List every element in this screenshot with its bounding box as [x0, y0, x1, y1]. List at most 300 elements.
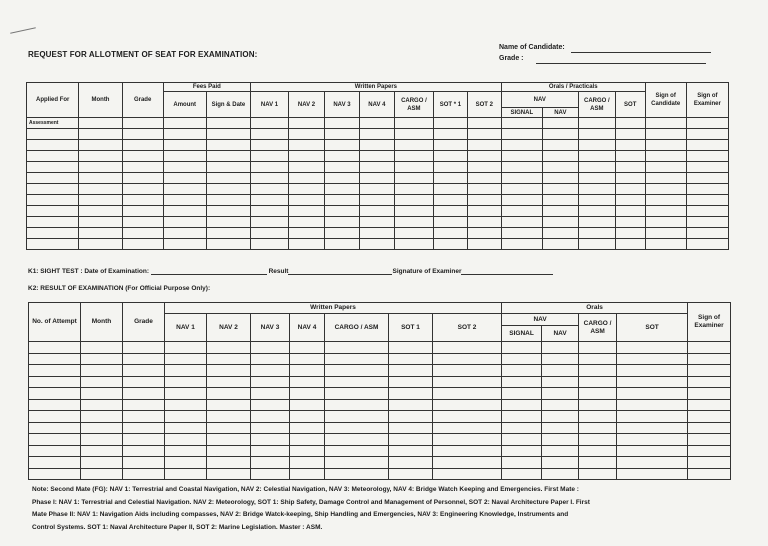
table-cell[interactable]: [615, 151, 645, 162]
table-cell[interactable]: [542, 162, 578, 173]
table-cell[interactable]: [27, 173, 79, 184]
table-cell[interactable]: [325, 468, 389, 480]
table-cell[interactable]: [206, 129, 250, 140]
table-cell[interactable]: [122, 162, 163, 173]
table-cell[interactable]: [251, 162, 289, 173]
table-cell[interactable]: [251, 411, 290, 423]
table-cell[interactable]: [289, 184, 325, 195]
table-cell[interactable]: [27, 239, 79, 250]
table-cell[interactable]: [542, 217, 578, 228]
table-cell[interactable]: [165, 468, 207, 480]
table-cell[interactable]: [615, 206, 645, 217]
table-cell[interactable]: [433, 399, 502, 411]
table-cell[interactable]: [542, 184, 578, 195]
table-cell[interactable]: [542, 434, 579, 446]
table-cell[interactable]: [467, 228, 501, 239]
table-cell[interactable]: [579, 342, 617, 354]
table-cell[interactable]: [79, 184, 122, 195]
table-cell[interactable]: [433, 376, 502, 388]
table-cell[interactable]: [433, 206, 467, 217]
table-cell[interactable]: [389, 388, 433, 400]
table-cell[interactable]: [542, 342, 579, 354]
table-cell[interactable]: [289, 129, 325, 140]
table-cell[interactable]: [467, 206, 501, 217]
table-cell[interactable]: [29, 468, 81, 480]
table-cell[interactable]: [325, 445, 389, 457]
table-cell[interactable]: [615, 173, 645, 184]
table-cell[interactable]: [688, 457, 731, 469]
table-cell[interactable]: [122, 173, 163, 184]
table-cell[interactable]: [165, 388, 207, 400]
table-cell[interactable]: [433, 184, 467, 195]
table-cell[interactable]: [615, 118, 645, 129]
table-cell[interactable]: [467, 151, 501, 162]
table-cell[interactable]: [251, 173, 289, 184]
table-cell[interactable]: [502, 376, 542, 388]
table-cell[interactable]: [81, 434, 123, 446]
table-cell[interactable]: [251, 140, 289, 151]
table-cell[interactable]: [251, 445, 290, 457]
table-cell[interactable]: [501, 162, 542, 173]
table-cell[interactable]: [207, 411, 251, 423]
table-cell[interactable]: [251, 151, 289, 162]
table-cell[interactable]: [359, 151, 394, 162]
table-cell[interactable]: [325, 217, 360, 228]
table-cell[interactable]: [29, 457, 81, 469]
table-cell[interactable]: [29, 399, 81, 411]
table-cell[interactable]: [433, 445, 502, 457]
table-cell[interactable]: [289, 173, 325, 184]
table-cell[interactable]: [501, 173, 542, 184]
table-cell[interactable]: [29, 342, 81, 354]
table-cell[interactable]: [325, 399, 389, 411]
table-cell[interactable]: [79, 195, 122, 206]
table-cell[interactable]: [123, 342, 165, 354]
table-cell[interactable]: [502, 457, 542, 469]
table-cell[interactable]: [29, 434, 81, 446]
table-cell[interactable]: [325, 353, 389, 365]
table-cell[interactable]: [207, 353, 251, 365]
table-cell[interactable]: [251, 195, 289, 206]
table-cell[interactable]: [542, 388, 579, 400]
table-cell[interactable]: [325, 184, 360, 195]
table-cell[interactable]: [251, 239, 289, 250]
table-cell[interactable]: [578, 228, 615, 239]
table-cell[interactable]: [389, 342, 433, 354]
table-cell[interactable]: [502, 422, 542, 434]
table-cell[interactable]: [433, 365, 502, 377]
table-cell[interactable]: [81, 399, 123, 411]
table-cell[interactable]: [389, 376, 433, 388]
table-cell[interactable]: [207, 388, 251, 400]
table-cell[interactable]: [207, 422, 251, 434]
table-cell[interactable]: [290, 353, 325, 365]
table-cell[interactable]: [29, 353, 81, 365]
table-cell[interactable]: [206, 217, 250, 228]
table-cell[interactable]: [207, 376, 251, 388]
table-cell[interactable]: [433, 353, 502, 365]
table-cell[interactable]: [542, 206, 578, 217]
table-cell[interactable]: [542, 140, 578, 151]
table-cell[interactable]: [467, 129, 501, 140]
table-cell[interactable]: [165, 434, 207, 446]
table-cell[interactable]: [290, 376, 325, 388]
table-cell[interactable]: [688, 388, 731, 400]
table-cell[interactable]: [686, 239, 728, 250]
table-cell[interactable]: [389, 399, 433, 411]
table-cell[interactable]: [433, 217, 467, 228]
table-cell[interactable]: [79, 140, 122, 151]
table-cell[interactable]: [686, 118, 728, 129]
table-cell[interactable]: [433, 140, 467, 151]
table-cell[interactable]: [29, 422, 81, 434]
table-cell[interactable]: [206, 151, 250, 162]
table-cell[interactable]: [502, 388, 542, 400]
table-cell[interactable]: [389, 445, 433, 457]
table-cell[interactable]: [289, 140, 325, 151]
table-cell[interactable]: [122, 151, 163, 162]
table-cell[interactable]: [686, 129, 728, 140]
table-cell[interactable]: [79, 206, 122, 217]
table-cell[interactable]: [645, 173, 686, 184]
table-cell[interactable]: [615, 184, 645, 195]
table-cell[interactable]: [206, 140, 250, 151]
table-cell[interactable]: [617, 342, 688, 354]
table-cell[interactable]: [579, 353, 617, 365]
table-cell[interactable]: [394, 151, 433, 162]
table-cell[interactable]: [645, 206, 686, 217]
table-cell[interactable]: [27, 162, 79, 173]
table-cell[interactable]: [688, 342, 731, 354]
table-cell[interactable]: [501, 118, 542, 129]
table-cell[interactable]: [251, 217, 289, 228]
table-cell[interactable]: [165, 422, 207, 434]
table-cell[interactable]: [688, 353, 731, 365]
table-cell[interactable]: [290, 388, 325, 400]
table-cell[interactable]: [251, 457, 290, 469]
table-cell[interactable]: [123, 388, 165, 400]
table-cell[interactable]: [251, 184, 289, 195]
table-cell[interactable]: [359, 195, 394, 206]
table-cell[interactable]: [123, 365, 165, 377]
table-cell[interactable]: [579, 468, 617, 480]
table-cell[interactable]: [290, 468, 325, 480]
table-cell[interactable]: [615, 129, 645, 140]
table-cell[interactable]: [251, 468, 290, 480]
table-cell[interactable]: [615, 140, 645, 151]
table-cell[interactable]: [688, 376, 731, 388]
table-cell[interactable]: [645, 228, 686, 239]
table-cell[interactable]: [79, 129, 122, 140]
table-cell[interactable]: [163, 118, 206, 129]
table-cell[interactable]: [686, 151, 728, 162]
table-cell[interactable]: [165, 457, 207, 469]
table-cell[interactable]: [325, 151, 360, 162]
table-cell[interactable]: [542, 195, 578, 206]
table-cell[interactable]: [325, 388, 389, 400]
table-cell[interactable]: [81, 445, 123, 457]
table-cell[interactable]: [165, 365, 207, 377]
table-cell[interactable]: [81, 388, 123, 400]
table-cell[interactable]: [207, 457, 251, 469]
table-cell[interactable]: [578, 140, 615, 151]
table-cell[interactable]: [79, 239, 122, 250]
table-cell[interactable]: [645, 195, 686, 206]
table-cell[interactable]: [579, 422, 617, 434]
table-cell[interactable]: [289, 118, 325, 129]
table-cell[interactable]: [686, 184, 728, 195]
table-cell[interactable]: [359, 239, 394, 250]
table-cell[interactable]: [645, 118, 686, 129]
table-cell[interactable]: [122, 206, 163, 217]
table-cell[interactable]: [325, 228, 360, 239]
sight-test-date-field[interactable]: [151, 268, 267, 275]
table-cell[interactable]: [433, 151, 467, 162]
table-cell[interactable]: [29, 411, 81, 423]
table-cell[interactable]: [645, 239, 686, 250]
table-cell[interactable]: [617, 457, 688, 469]
table-cell[interactable]: [501, 140, 542, 151]
table-cell[interactable]: [325, 173, 360, 184]
table-cell[interactable]: [467, 140, 501, 151]
table-cell[interactable]: [251, 434, 290, 446]
table-cell[interactable]: [122, 184, 163, 195]
table-cell[interactable]: [206, 162, 250, 173]
table-cell[interactable]: [389, 457, 433, 469]
table-cell[interactable]: [542, 411, 579, 423]
table-cell[interactable]: [645, 162, 686, 173]
table-cell[interactable]: [389, 468, 433, 480]
table-cell[interactable]: [394, 140, 433, 151]
table-cell[interactable]: [467, 173, 501, 184]
table-cell[interactable]: [359, 206, 394, 217]
table-cell[interactable]: [686, 217, 728, 228]
table-cell[interactable]: [394, 239, 433, 250]
table-cell[interactable]: [163, 184, 206, 195]
table-cell[interactable]: [359, 140, 394, 151]
table-cell[interactable]: [163, 239, 206, 250]
table-cell[interactable]: [325, 162, 360, 173]
table-cell[interactable]: [578, 184, 615, 195]
table-cell[interactable]: [394, 228, 433, 239]
table-cell[interactable]: [389, 411, 433, 423]
table-cell[interactable]: [325, 195, 360, 206]
table-cell[interactable]: [81, 342, 123, 354]
table-cell[interactable]: [206, 239, 250, 250]
table-cell[interactable]: [123, 376, 165, 388]
table-cell[interactable]: [686, 206, 728, 217]
table-cell[interactable]: [123, 399, 165, 411]
table-cell[interactable]: [207, 399, 251, 411]
table-cell[interactable]: [394, 129, 433, 140]
table-cell[interactable]: [29, 365, 81, 377]
table-cell[interactable]: [251, 228, 289, 239]
table-cell[interactable]: [122, 118, 163, 129]
table-cell[interactable]: [207, 468, 251, 480]
table-cell[interactable]: [123, 411, 165, 423]
table-cell[interactable]: [290, 434, 325, 446]
table-cell[interactable]: [501, 184, 542, 195]
table-cell[interactable]: [615, 195, 645, 206]
table-cell[interactable]: [501, 129, 542, 140]
table-cell[interactable]: [289, 217, 325, 228]
table-cell[interactable]: [502, 365, 542, 377]
table-cell[interactable]: [289, 162, 325, 173]
table-cell[interactable]: [467, 239, 501, 250]
table-cell[interactable]: [645, 217, 686, 228]
table-cell[interactable]: [389, 353, 433, 365]
table-cell[interactable]: [207, 445, 251, 457]
table-cell[interactable]: [542, 376, 579, 388]
table-cell[interactable]: [325, 376, 389, 388]
table-cell[interactable]: [617, 468, 688, 480]
table-cell[interactable]: [163, 151, 206, 162]
table-cell[interactable]: [686, 173, 728, 184]
table-cell[interactable]: [688, 434, 731, 446]
table-cell[interactable]: [29, 445, 81, 457]
table-cell[interactable]: [433, 239, 467, 250]
table-cell[interactable]: [79, 173, 122, 184]
table-cell[interactable]: [502, 445, 542, 457]
table-cell[interactable]: [615, 217, 645, 228]
table-cell[interactable]: [206, 195, 250, 206]
table-cell[interactable]: [123, 457, 165, 469]
table-cell[interactable]: [501, 206, 542, 217]
table-cell[interactable]: [578, 162, 615, 173]
table-cell[interactable]: [206, 118, 250, 129]
table-cell[interactable]: [542, 445, 579, 457]
table-cell[interactable]: [501, 151, 542, 162]
table-cell[interactable]: [467, 184, 501, 195]
table-cell[interactable]: [123, 468, 165, 480]
table-cell[interactable]: [686, 162, 728, 173]
table-cell[interactable]: [394, 217, 433, 228]
table-cell[interactable]: [359, 173, 394, 184]
table-cell[interactable]: [617, 365, 688, 377]
table-cell[interactable]: [615, 228, 645, 239]
table-cell[interactable]: [207, 434, 251, 446]
table-cell[interactable]: [165, 445, 207, 457]
table-cell[interactable]: [578, 195, 615, 206]
table-cell[interactable]: [579, 411, 617, 423]
table-cell[interactable]: [578, 173, 615, 184]
table-cell[interactable]: [359, 162, 394, 173]
table-cell[interactable]: [645, 140, 686, 151]
table-cell[interactable]: [617, 422, 688, 434]
table-cell[interactable]: [290, 445, 325, 457]
table-cell[interactable]: [502, 434, 542, 446]
table-cell[interactable]: [123, 434, 165, 446]
table-cell[interactable]: [389, 422, 433, 434]
table-cell[interactable]: [433, 162, 467, 173]
table-cell[interactable]: [81, 365, 123, 377]
candidate-name-field[interactable]: [571, 45, 711, 53]
table-cell[interactable]: [290, 365, 325, 377]
table-cell[interactable]: [163, 162, 206, 173]
table-cell[interactable]: [325, 140, 360, 151]
table-cell[interactable]: [325, 129, 360, 140]
table-cell[interactable]: [79, 151, 122, 162]
table-cell[interactable]: [617, 353, 688, 365]
table-cell[interactable]: [467, 162, 501, 173]
table-cell[interactable]: [501, 239, 542, 250]
table-cell[interactable]: [325, 422, 389, 434]
table-cell[interactable]: [290, 457, 325, 469]
table-cell[interactable]: [394, 173, 433, 184]
table-cell[interactable]: [433, 118, 467, 129]
table-cell[interactable]: [688, 422, 731, 434]
table-cell[interactable]: [163, 217, 206, 228]
table-cell[interactable]: [165, 399, 207, 411]
table-cell[interactable]: [688, 411, 731, 423]
table-cell[interactable]: [579, 445, 617, 457]
table-cell[interactable]: [688, 399, 731, 411]
table-cell[interactable]: [578, 118, 615, 129]
table-cell[interactable]: [27, 228, 79, 239]
table-cell[interactable]: [579, 365, 617, 377]
table-cell[interactable]: [501, 217, 542, 228]
table-cell[interactable]: [163, 228, 206, 239]
table-cell[interactable]: [251, 399, 290, 411]
table-cell[interactable]: [686, 140, 728, 151]
table-cell[interactable]: [579, 457, 617, 469]
table-cell[interactable]: [578, 217, 615, 228]
table-cell[interactable]: [165, 353, 207, 365]
table-cell[interactable]: [27, 195, 79, 206]
table-cell[interactable]: [163, 129, 206, 140]
table-cell[interactable]: [542, 228, 578, 239]
table-cell[interactable]: [29, 388, 81, 400]
table-cell[interactable]: [433, 411, 502, 423]
table-cell[interactable]: [206, 184, 250, 195]
table-cell[interactable]: [686, 195, 728, 206]
table-cell[interactable]: [542, 151, 578, 162]
table-cell[interactable]: [81, 353, 123, 365]
table-cell[interactable]: [206, 206, 250, 217]
table-cell[interactable]: [251, 353, 290, 365]
grade-field[interactable]: [536, 56, 706, 64]
table-cell[interactable]: [394, 118, 433, 129]
table-cell[interactable]: [645, 151, 686, 162]
table-cell[interactable]: [251, 342, 290, 354]
table-cell[interactable]: [79, 162, 122, 173]
table-cell[interactable]: [578, 206, 615, 217]
table-cell[interactable]: [163, 140, 206, 151]
table-cell[interactable]: [433, 173, 467, 184]
table-cell[interactable]: [542, 457, 579, 469]
table-cell[interactable]: [433, 457, 502, 469]
table-cell[interactable]: [163, 195, 206, 206]
table-cell[interactable]: [433, 228, 467, 239]
table-cell[interactable]: [394, 195, 433, 206]
table-cell[interactable]: [123, 353, 165, 365]
table-cell[interactable]: [81, 376, 123, 388]
table-cell[interactable]: [467, 195, 501, 206]
table-cell[interactable]: [502, 468, 542, 480]
table-cell[interactable]: [289, 206, 325, 217]
table-cell[interactable]: [433, 342, 502, 354]
table-cell[interactable]: [433, 195, 467, 206]
table-cell[interactable]: [251, 206, 289, 217]
table-cell[interactable]: [433, 388, 502, 400]
table-cell[interactable]: [394, 206, 433, 217]
table-cell[interactable]: [122, 129, 163, 140]
table-cell[interactable]: [617, 388, 688, 400]
table-cell[interactable]: [325, 434, 389, 446]
table-cell[interactable]: [359, 217, 394, 228]
table-cell[interactable]: [325, 365, 389, 377]
table-cell[interactable]: [502, 399, 542, 411]
